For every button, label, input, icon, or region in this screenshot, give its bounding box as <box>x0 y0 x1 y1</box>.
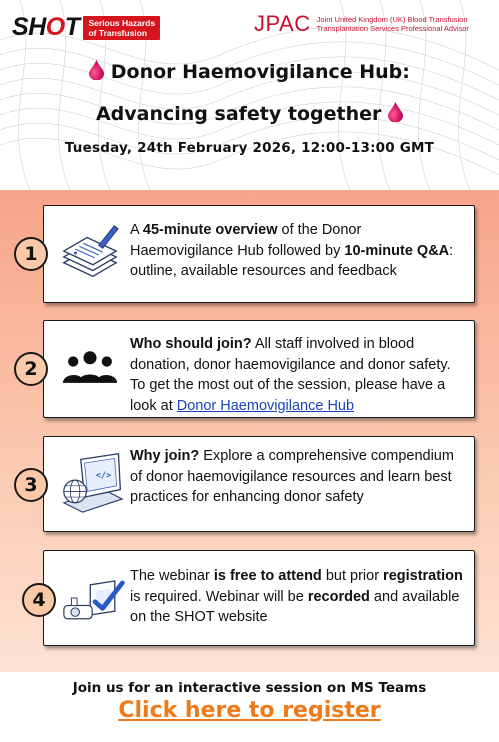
documents-checklist-icon <box>56 220 124 288</box>
webinar-camera-check-icon <box>62 569 128 627</box>
card-text-segment: : outline, available resources and feedback <box>130 242 454 279</box>
step-number-badge: 4 <box>22 583 56 617</box>
jpac-wordmark: JPAC <box>254 11 311 36</box>
info-card-overview <box>24 205 475 303</box>
card-text-bold: is free to attend <box>213 568 322 584</box>
shot-logo <box>12 13 160 42</box>
card-text-bold: recorded <box>307 588 370 605</box>
title-text-2: Advancing safety together <box>95 103 382 125</box>
header <box>0 0 499 190</box>
footer <box>0 672 499 742</box>
jpac-tagline-line2: Transplantation Services Professional Advisor <box>316 24 469 33</box>
card-text-segment: A <box>130 222 143 238</box>
info-card-benefits <box>24 436 475 532</box>
card-text-bold: 10-minute Q&A <box>344 242 450 259</box>
laptop-globe-icon <box>60 451 126 513</box>
title-text-1: Donor Haemovigilance Hub: <box>110 61 410 83</box>
shot-tagline <box>83 16 160 40</box>
step-number-badge: 2 <box>14 352 48 386</box>
card-text-segment: of the Donor Haemovigilance Hub followed by <box>130 222 362 259</box>
step-number-badge: 1 <box>14 237 48 271</box>
svg-text:</>: </> <box>95 470 112 481</box>
card-text-segment: but prior <box>321 568 384 584</box>
card-text-segment: and available on the SHOT website <box>130 588 460 625</box>
register-link[interactable]: Click here to register <box>118 698 381 723</box>
card-text <box>130 220 468 282</box>
event-date-time: Tuesday, 24th February 2026, 12:00-13:00 GMT <box>64 140 435 156</box>
step-number-badge: 3 <box>14 468 48 502</box>
info-card-registration <box>32 550 475 646</box>
join-invitation: Join us for an interactive session on MS Teams <box>72 680 427 696</box>
shot-tagline-line2: of Transfusion <box>88 27 148 38</box>
card-text-bold: 45-minute overview <box>142 222 278 238</box>
blood-drop-icon <box>388 102 403 122</box>
card-text-segment: Explore a comprehensive compendium of donor haemovigilance resources and learn best practices for enhancing donor safety <box>130 448 454 505</box>
card-text-segment: The webinar <box>130 568 214 584</box>
card-text-bold: Why join? <box>130 448 200 464</box>
jpac-tagline-line1: Joint United Kingdom (UK) Blood Transfusion <box>316 15 468 24</box>
blood-drop-icon <box>89 60 104 80</box>
content-panel <box>0 190 499 672</box>
info-card-audience <box>24 320 475 418</box>
page-title-line2 <box>0 102 499 125</box>
card-text-bold: registration <box>383 568 463 584</box>
card-text-segment: is required. Webinar will be <box>130 588 308 605</box>
shot-tagline-line1: Serious Hazards <box>88 17 156 28</box>
card-text <box>130 566 468 628</box>
shot-wordmark: SHOT <box>12 13 80 41</box>
jpac-logo <box>254 11 469 37</box>
jpac-tagline <box>317 15 469 33</box>
hub-link[interactable]: Donor Haemovigilance Hub <box>176 397 355 414</box>
people-group-icon <box>62 349 118 387</box>
card-text <box>130 446 468 508</box>
card-text <box>130 334 468 416</box>
card-text-bold: Who should join? <box>130 336 252 352</box>
page-title-line1 <box>0 60 499 83</box>
card-text-segment: All staff involved in blood donation, donor haemovigilance and donor safety. To get the most out of the session, please have a look at <box>130 336 451 414</box>
